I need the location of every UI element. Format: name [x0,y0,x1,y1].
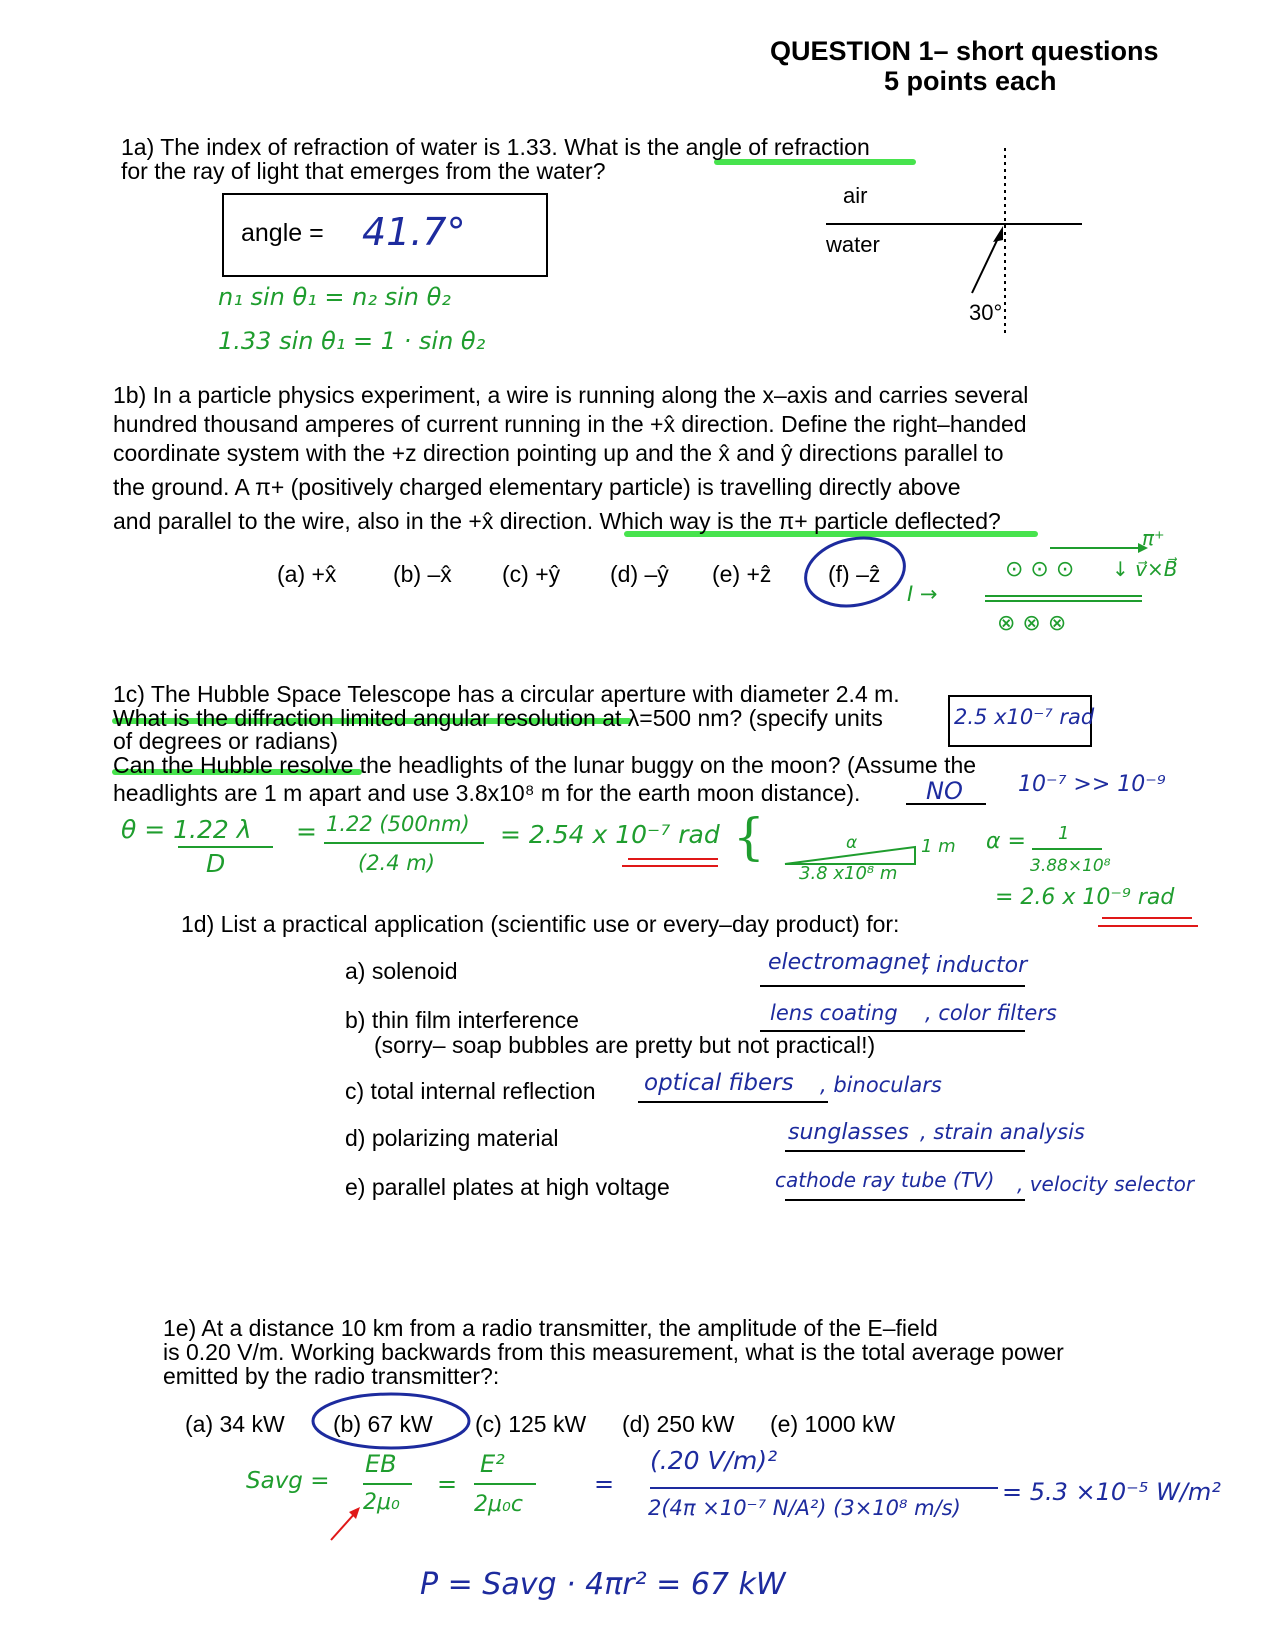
q1e-option-a: (a) 34 kW [185,1411,285,1437]
q1c-work-numerator: 1.22 (500nm) [326,812,470,836]
page-subtitle: 5 points each [884,66,1057,96]
q1d-item-a-label: a) solenoid [345,958,458,984]
sketch-pi-label: π⁺ [1142,526,1165,550]
q1d-item-d-label: d) polarizing material [345,1125,559,1151]
q1d-item-e-answer2: , velocity selector [1017,1172,1195,1196]
q1d-item-a-answer2: , inductor [922,953,1028,978]
q1c-line2: What is the diffraction limited angular resolution at λ=500 nm? (specify units [113,705,883,731]
q1c-work-theta: θ = 1.22 λ [121,815,252,844]
q1b-line3: coordinate system with the +z direction pointing up and the x̂ and ŷ directions parallel to [113,440,1004,466]
q1c-tri-side: 1 m [921,836,956,857]
q1c-alpha-num: 1 [1058,823,1070,844]
page-title: QUESTION 1– short questions [770,36,1159,66]
q1e-mu0: 2μ₀ [363,1490,400,1515]
q1d-intro: 1d) List a practical application (scientific use or every–day product) for: [181,911,900,937]
q1b-option-f: (f) –ẑ [828,561,881,587]
q1c-alpha-eq: α = [986,829,1026,854]
sketch-field-crosses: ⊗ ⊗ ⊗ [997,611,1067,636]
q1d-item-c-label: c) total internal reflection [345,1078,596,1104]
q1c-tri-base: 3.8 x10⁸ m [799,863,898,884]
q1e-result: = 5.3 ×10⁻⁵ W/m² [1002,1478,1221,1506]
q1c-line5: headlights are 1 m apart and use 3.8x10⁸ m for the earth moon distance). [113,780,861,806]
q1b-option-c: (c) +ŷ [502,561,561,587]
q1c-compare: 10⁻⁷ >> 10⁻⁹ [1018,772,1166,797]
diagram-air-label: air [843,183,868,208]
q1c-work-result: = 2.54 x 10⁻⁷ rad [500,820,720,849]
sketch-force-label: ↓ v⃗×B⃗ [1112,557,1178,581]
q1d-item-c-answer: optical fibers [644,1070,794,1096]
q1b-line5: and parallel to the wire, also in the +x̂ direction. Which way is the π+ particle deflected? [113,508,1001,534]
q1d-item-b-answer2: , color filters [925,1001,1057,1025]
sketch-current-label: I → [907,582,938,606]
q1e-savg: Savg = [246,1468,330,1494]
q1d-item-b-label: b) thin film interference [345,1007,579,1033]
q1e-mu0c: 2μ₀c [474,1492,523,1517]
q1a-answer-label: angle = [241,219,324,247]
q1d-item-e-label: e) parallel plates at high voltage [345,1174,670,1200]
q1d-item-d-answer: sunglasses [788,1120,909,1145]
q1e-numerator: (.20 V/m)² [650,1446,778,1475]
q1c-line1: 1c) The Hubble Space Telescope has a circular aperture with diameter 2.4 m. [113,681,900,707]
q1c-brace: { [733,808,765,866]
q1c-work-D: D [206,849,226,878]
q1c-tri-alpha: α [846,833,858,853]
q1d-item-e-answer: cathode ray tube (TV) [775,1168,995,1192]
q1e-denominator: 2(4π ×10⁻⁷ N/A²) (3×10⁸ m/s) [648,1496,961,1520]
q1b-line4: the ground. A π+ (positively charged elementary particle) is travelling directly above [113,474,961,500]
q1e-e2: E² [480,1450,505,1478]
q1a-text-line2: for the ray of light that emerges from the water? [121,158,606,184]
q1b-option-e: (e) +ẑ [712,561,772,587]
q1c-alpha-den: 3.88×10⁸ [1030,856,1111,876]
answer-circle-b [313,1394,469,1448]
q1c-work-denominator: (2.4 m) [358,851,435,875]
q1a-work-line2: 1.33 sin θ₁ = 1 · sin θ₂ [218,327,486,355]
sketch-field-dots: ⊙ ⊙ ⊙ [1005,557,1075,582]
diagram-angle-label: 30° [969,300,1003,325]
q1b-option-b: (b) –x̂ [393,561,452,587]
q1e-line1: 1e) At a distance 10 km from a radio transmitter, the amplitude of the E–field [163,1315,938,1341]
q1c-line4: Can the Hubble resolve the headlights of the lunar buggy on the moon? (Assume the [113,752,977,778]
q1b-option-d: (d) –ŷ [610,561,669,587]
q1e-option-b: (b) 67 kW [333,1411,433,1437]
q1e-option-d: (d) 250 kW [622,1411,735,1437]
q1b-line2: hundred thousand amperes of current running in the +x̂ direction. Define the right–handed [113,411,1027,437]
q1b-line1: 1b) In a particle physics experiment, a wire is running along the x–axis and carries several [113,382,1029,408]
q1d-item-d-answer2: , strain analysis [920,1120,1085,1144]
q1e-power: P = Savg · 4πr² = 67 kW [420,1567,786,1602]
q1e-line3: emitted by the radio transmitter?: [163,1363,500,1389]
red-arrow [331,1512,356,1540]
q1e-eq1: = [437,1470,458,1498]
q1d-item-c-answer2: , binoculars [820,1073,942,1097]
q1d-item-a-answer: electromagnet [768,950,930,975]
q1d-item-b-answer: lens coating [770,1001,898,1025]
q1e-option-e: (e) 1000 kW [770,1411,896,1437]
q1e-eb: EB [365,1450,397,1478]
q1a-text-line1: 1a) The index of refraction of water is 1.33. What is the angle of refraction [121,134,870,160]
q1b-option-a: (a) +x̂ [277,561,337,587]
diagram-water-label: water [826,232,880,257]
q1c-answer-no: NO [926,777,963,805]
q1c-alpha-result: = 2.6 x 10⁻⁹ rad [995,885,1175,910]
q1c-line3: of degrees or radians) [113,728,339,754]
q1c-work-equals: = [296,817,317,846]
q1a-work-line1: n₁ sin θ₁ = n₂ sin θ₂ [218,283,451,311]
q1a-answer-value: 41.7° [362,210,466,254]
q1e-option-c: (c) 125 kW [475,1411,587,1437]
q1e-line2: is 0.20 V/m. Working backwards from this measurement, what is the total average power [163,1339,1064,1365]
q1c-boxed-answer: 2.5 x10⁻⁷ rad [954,705,1095,729]
q1e-eq2: = [594,1470,615,1498]
q1d-item-b-note: (sorry– soap bubbles are pretty but not practical!) [374,1032,876,1058]
